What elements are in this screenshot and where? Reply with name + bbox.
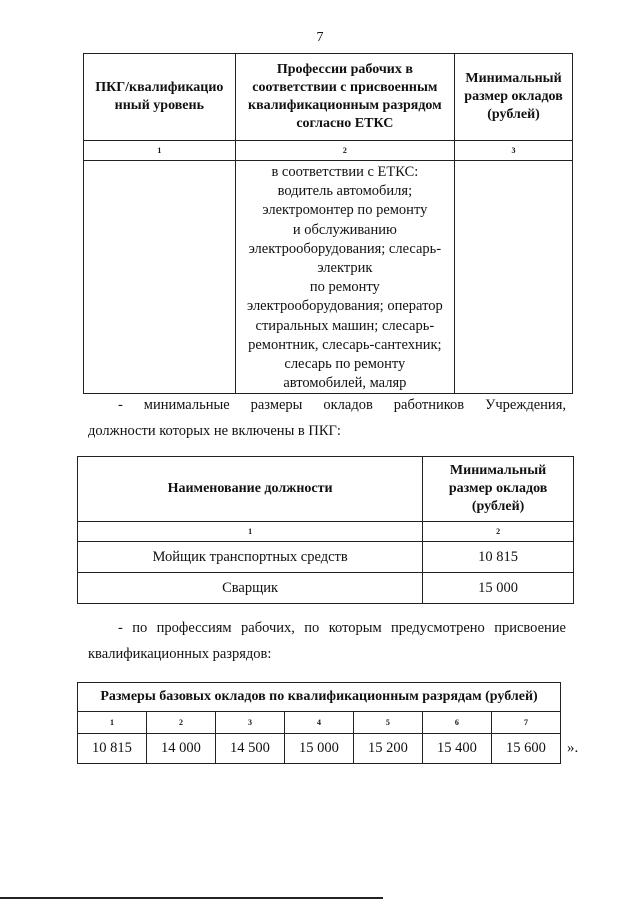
profession-line: электромонтер по ремонту (262, 202, 428, 219)
grade-salary-cell: 15 400 (422, 734, 491, 764)
profession-line: стиральных машин; слесарь- (255, 317, 435, 334)
col-number: 2 (235, 141, 454, 161)
col-number: 2 (423, 522, 574, 542)
grade-salary-cell: 15 600 (491, 734, 560, 764)
page-number: 7 (316, 30, 324, 45)
position-name-cell: Мойщик транспортных средств (78, 542, 423, 573)
table-row (78, 542, 574, 573)
bottom-rule (0, 897, 383, 899)
professions-table (83, 53, 573, 394)
grade-salary-cell: 10 815 (78, 734, 147, 764)
grade-salaries-title-row (78, 683, 561, 712)
profession-line: водитель автомобиля; (277, 183, 413, 200)
grade-number: 1 (78, 712, 147, 734)
grade-number: 5 (353, 712, 422, 734)
profession-line: слесарь по ремонту (284, 356, 406, 373)
header-professions: Профессии рабочих в соответствии с присвоенным квалификационным разрядом согласно ЕТКС (235, 54, 454, 141)
col-number: 1 (78, 522, 423, 542)
grade-salary-cell: 15 000 (284, 734, 353, 764)
professions-table-col-numbers (84, 141, 573, 161)
profession-line: и обслуживанию (292, 221, 397, 238)
position-name-cell: Сварщик (78, 573, 423, 604)
header-pkg-level: ПКГ/квалификацио нный уровень (84, 54, 236, 141)
profession-line: электрооборудования; слесарь- (248, 240, 442, 257)
grade-salaries-title: Размеры базовых окладов по квалификационным разрядам (рублей) (78, 683, 561, 712)
profession-line: электрик (317, 260, 373, 277)
positions-table (77, 456, 574, 604)
min-salary-cell (455, 161, 573, 394)
header-min-salary: Минимальный размер окладов (рублей) (455, 54, 573, 141)
paragraph-line: - минимальные размеры окладов работников Учреждения, (118, 397, 566, 413)
grade-number: 3 (215, 712, 284, 734)
closing-quote-mark: ». (567, 740, 579, 756)
profession-line: ремонтник, слесарь-сантехник; (248, 336, 442, 353)
grade-salary-cell: 14 000 (146, 734, 215, 764)
positions-table-col-numbers (78, 522, 574, 542)
grade-number: 6 (422, 712, 491, 734)
grade-number: 4 (284, 712, 353, 734)
col-number: 3 (455, 141, 573, 161)
grade-salaries-col-numbers (78, 712, 561, 734)
professions-table-header (84, 54, 573, 141)
salary-cell: 10 815 (423, 542, 574, 573)
header-position-name: Наименование должности (78, 457, 423, 522)
profession-line: по ремонту (309, 279, 380, 296)
positions-table-header (78, 457, 574, 522)
col-number: 1 (84, 141, 236, 161)
salary-cell: 15 000 (423, 573, 574, 604)
paragraph-line: - по профессиям рабочих, по которым предусмотрено присвоение (118, 620, 566, 636)
table-row (78, 734, 561, 764)
pkg-level-cell (84, 161, 236, 394)
grade-number: 2 (146, 712, 215, 734)
grade-number: 7 (491, 712, 560, 734)
profession-line: в соответствии с ЕТКС: (271, 164, 419, 180)
profession-line: автомобилей, маляр (283, 375, 407, 392)
paragraph-grade-professions (88, 615, 566, 667)
paragraph-line: должности которых не включены в ПКГ: (88, 423, 341, 439)
paragraph-unlisted-positions (88, 392, 566, 444)
grade-salary-cell: 15 200 (353, 734, 422, 764)
table-row (78, 573, 574, 604)
grade-salaries-table (77, 682, 561, 764)
profession-line: электрооборудования; оператор (246, 298, 443, 315)
paragraph-line: квалификационных разрядов: (88, 646, 272, 662)
professions-table-row (84, 161, 573, 394)
grade-salary-cell: 14 500 (215, 734, 284, 764)
professions-cell (235, 161, 454, 394)
header-min-salary: Минимальный размер окладов (рублей) (423, 457, 574, 522)
